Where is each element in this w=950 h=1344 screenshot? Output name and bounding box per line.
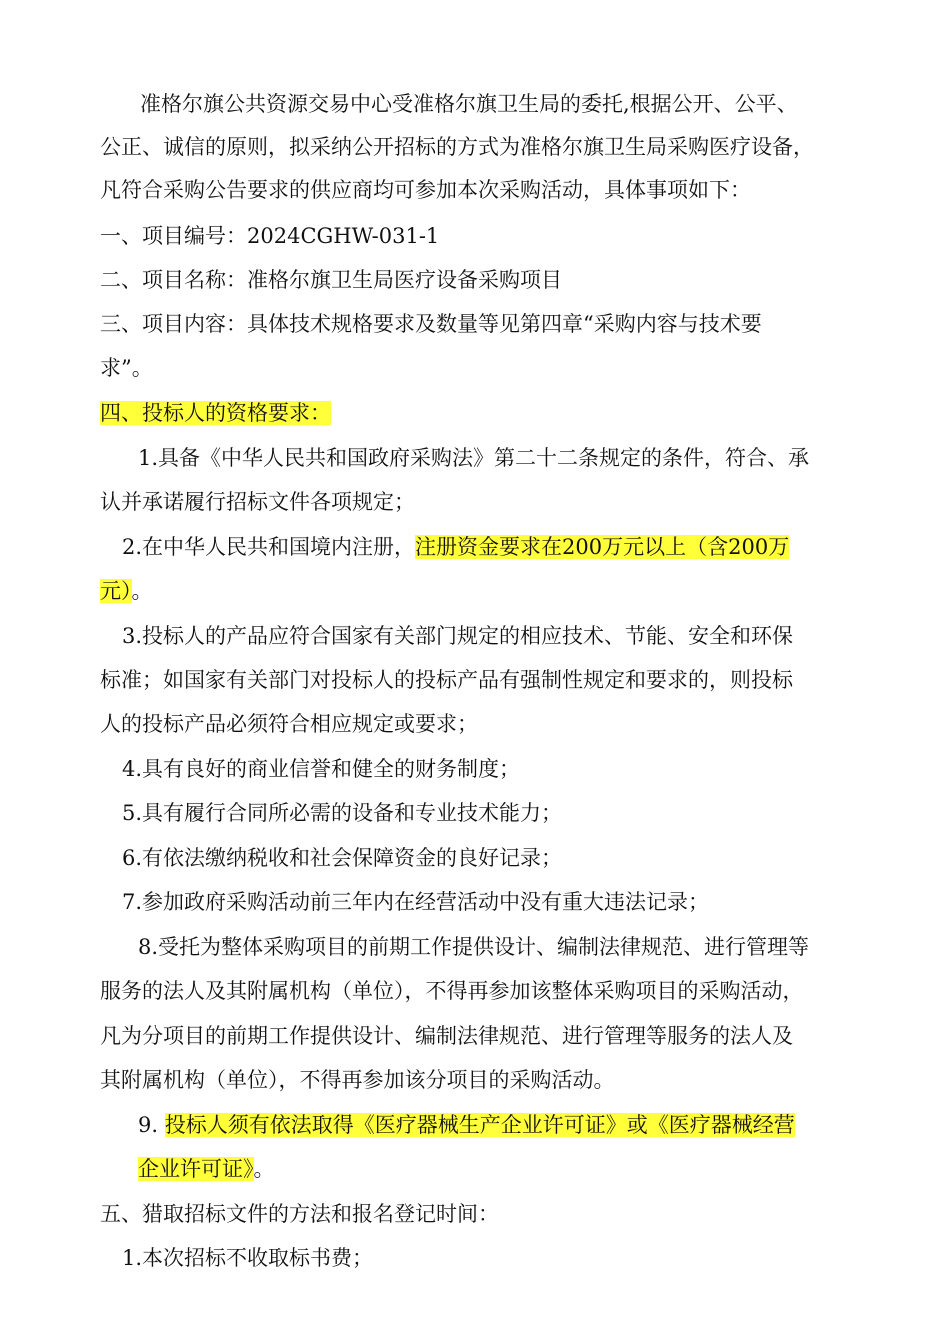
req2-highlight-2: 元） xyxy=(100,579,132,603)
req1-line-2: 认并承诺履行招标文件各项规定； xyxy=(100,490,415,514)
req3-line-3: 人的投标产品必须符合相应规定或要求； xyxy=(100,712,478,736)
req2-prefix: 2.在中华人民共和国境内注册， xyxy=(122,535,416,559)
project-content-line-1: 三、项目内容：具体技术规格要求及数量等见第四章“采购内容与技术要 xyxy=(100,312,762,336)
req3-line-2: 标准；如国家有关部门对投标人的投标产品有强制性规定和要求的，则投标 xyxy=(100,668,793,692)
req9-line-1 xyxy=(138,1110,795,1140)
req5: 5.具有履行合同所必需的设备和专业技术能力； xyxy=(122,801,563,825)
qualification-heading-highlight: 四、投标人的资格要求： xyxy=(100,401,331,425)
req8-line-4: 其附属机构（单位），不得再参加该分项目的采购活动。 xyxy=(100,1068,615,1092)
req1-line-1: 1.具备《中华人民共和国政府采购法》第二十二条规定的条件，符合、承 xyxy=(138,446,810,470)
req9-highlight-1: 投标人须有依法取得《医疗器械生产企业许可证》或《医疗器械经营 xyxy=(164,1113,795,1137)
req2-line-2 xyxy=(100,576,153,606)
req8-line-2: 服务的法人及其附属机构（单位），不得再参加该整体采购项目的采购活动， xyxy=(100,979,804,1003)
project-name: 二、项目名称：准格尔旗卫生局医疗设备采购项目 xyxy=(100,268,562,292)
project-content-line-2: 求”。 xyxy=(100,356,153,380)
project-number: 一、项目编号：2024CGHW-031-1 xyxy=(100,224,440,248)
req2-line-1 xyxy=(122,532,789,562)
req8-line-3: 凡为分项目的前期工作提供设计、编制法律规范、进行管理等服务的法人及 xyxy=(100,1024,793,1048)
tender-docs-heading: 五、猎取招标文件的方法和报名登记时间： xyxy=(100,1202,499,1226)
req3-line-1: 3.投标人的产品应符合国家有关部门规定的相应技术、节能、安全和环保 xyxy=(122,624,794,648)
req9-line-2 xyxy=(138,1154,275,1184)
qualification-heading xyxy=(100,398,331,428)
intro-line-1: 准格尔旗公共资源交易中心受准格尔旗卫生局的委托,根据公开、公平、 xyxy=(140,92,798,116)
intro-line-2: 公正、诚信的原则，拟采纳公开招标的方式为准格尔旗卫生局采购医疗设备， xyxy=(100,135,814,159)
req6: 6.有依法缴纳税收和社会保障资金的良好记录； xyxy=(122,846,563,870)
req9-suffix: 。 xyxy=(253,1157,275,1181)
intro-line-3: 凡符合采购公告要求的供应商均可参加本次采购活动，具体事项如下： xyxy=(100,178,751,202)
req4: 4.具有良好的商业信誉和健全的财务制度； xyxy=(122,757,521,781)
req2-highlight-1: 注册资金要求在200万元以上（含200万 xyxy=(415,535,790,559)
req9-highlight-2: 企业许可证》 xyxy=(138,1157,254,1181)
req8-line-1: 8.受托为整体采购项目的前期工作提供设计、编制法律规范、进行管理等 xyxy=(138,935,810,959)
req9-prefix: 9. xyxy=(138,1113,165,1137)
req2-suffix: 。 xyxy=(131,579,153,603)
req7: 7.参加政府采购活动前三年内在经营活动中没有重大违法记录； xyxy=(122,890,710,914)
tender-docs-item-1: 1.本次招标不收取标书费； xyxy=(122,1246,374,1270)
